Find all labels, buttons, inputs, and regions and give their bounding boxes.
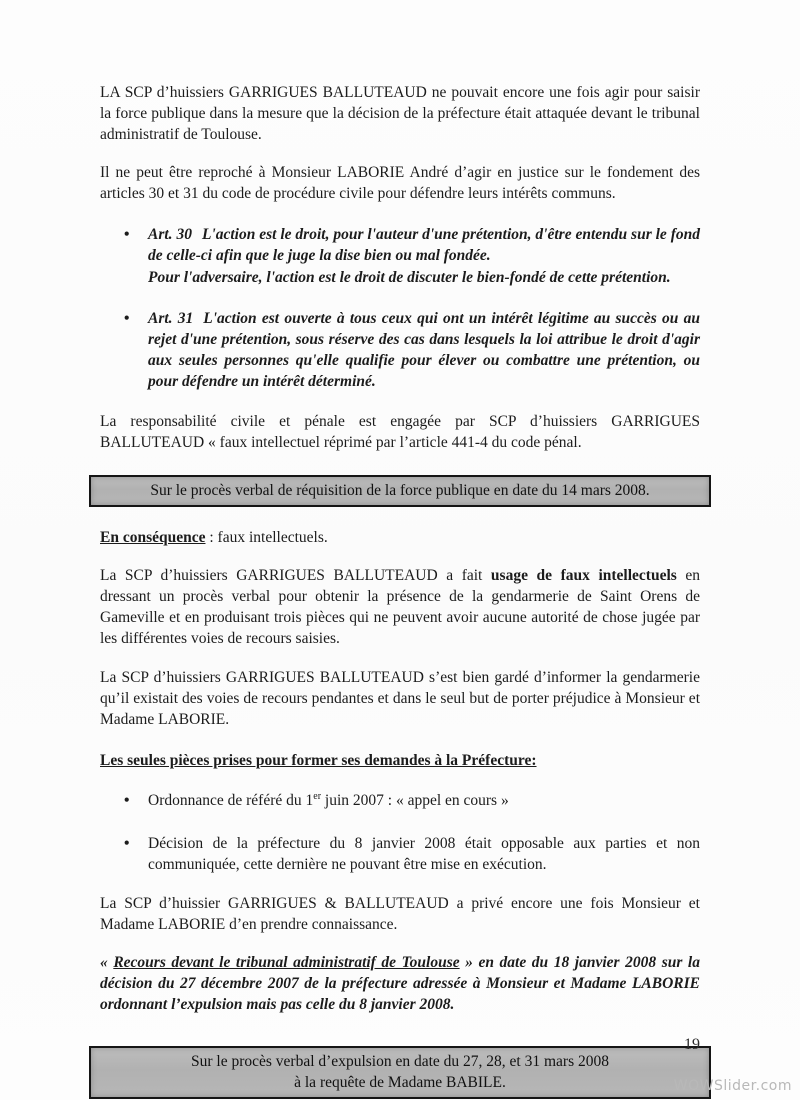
paragraph-text: La SCP d’huissier GARRIGUES & BALLUTEAUD a privé encore une fois Monsieur et Madame LABORIE d’en prendre connaissance. bbox=[100, 895, 700, 934]
bullet-icon: • bbox=[124, 791, 130, 809]
paragraph-scp-saisir bbox=[100, 82, 700, 145]
paragraph-text: Il ne peut être reproché à Monsieur LABORIE André d’agir en justice sur le fondement des articles 30 et 31 du code de procédure civile pour défendre leurs intérêts communs. bbox=[100, 164, 700, 203]
watermark: WOWSlider.com bbox=[673, 1078, 792, 1094]
page-number: 19 bbox=[684, 1036, 700, 1053]
paragraph-text: LA SCP d’huissiers GARRIGUES BALLUTEAUD ne pouvait encore une fois agir pour saisir la force publique dans la mesure que la décision de la préfecture était attaquée devant le tribunal administratif de Toulouse. bbox=[100, 84, 700, 144]
paragraph-text: La responsabilité civile et pénale est engagée par SCP d’huissiers GARRIGUES BALLUTEAUD « faux intellectuel réprimé par l’article 441-4 du code pénal. bbox=[100, 412, 700, 452]
heading-text: Les seules pièces prises pour former ses demandes à la Préfecture: bbox=[100, 751, 537, 769]
art-31-text: L'action est ouverte à tous ceux qui ont un intérêt légitime au succès ou au rejet d'une prétention, sous réserve des cas dans lesquels la loi attribue le droit d'agir aux seules personnes qu'elle qualifie pour élever ou combattre une prétention, ou pour défendre un intérêt déterminé. bbox=[148, 309, 700, 390]
bullet-art-31 bbox=[100, 308, 700, 392]
banner-text: Sur le procès verbal de réquisition de la force publique en date du 14 mars 2008. bbox=[150, 482, 650, 500]
decision-text: Décision de la préfecture du 8 janvier 2008 était opposable aux parties et non communiquée, cette dernière ne pouvant être mise en exécution. bbox=[148, 834, 700, 874]
recours-title: Recours devant le tribunal administratif de Toulouse bbox=[113, 954, 460, 972]
recours-close-quote: » bbox=[459, 954, 479, 972]
paragraph-responsabilite bbox=[100, 411, 700, 453]
consequence-label: En conséquence bbox=[100, 529, 206, 547]
art-30-text-2: Pour l'adversaire, l'action est le droit de discuter le bien-fondé de cette prétention. bbox=[148, 268, 671, 286]
art-31-label: Art. 31 bbox=[148, 309, 194, 327]
recours-text: en date du 18 janvier 2008 sur la décision du 27 décembre 2007 de la préfecture adressée à Monsieur et Madame LABORIE ordonnant l’expulsion mais pas celle du 8 janvier 2008. bbox=[100, 954, 700, 1014]
usage-faux-bold: usage de faux intellectuels bbox=[490, 567, 677, 585]
bullet-icon: • bbox=[124, 309, 130, 327]
paragraph-text: La SCP d’huissiers GARRIGUES BALLUTEAUD a fait bbox=[100, 567, 491, 585]
banner-text-line-2: à la requête de Madame BABILE. bbox=[294, 1073, 506, 1091]
pieces-bullet-list bbox=[100, 790, 700, 875]
banner-expulsion bbox=[89, 1046, 711, 1099]
articles-bullet-list bbox=[100, 224, 700, 392]
banner-text-line-1: Sur le procès verbal d’expulsion en date du 27, 28, et 31 mars 2008 bbox=[191, 1052, 609, 1070]
paragraph-reproche bbox=[100, 162, 700, 204]
paragraph-text: La SCP d’huissiers GARRIGUES BALLUTEAUD s’est bien gardé d’informer la gendarmerie qu’il existait des voies de recours pendantes et dans le seul but de porter préjudice à Monsieur et Madame LABORIE. bbox=[100, 668, 700, 728]
paragraph-prive bbox=[100, 893, 700, 935]
ordonnance-text: Ordonnance de référé du 1 bbox=[148, 791, 314, 809]
bullet-icon: • bbox=[124, 226, 130, 244]
paragraph-recours bbox=[100, 952, 700, 1015]
consequence-text: : faux intellectuels. bbox=[205, 529, 328, 547]
paragraph-gendarmerie bbox=[100, 667, 700, 730]
document-content bbox=[100, 82, 700, 1100]
heading-pieces bbox=[100, 750, 700, 771]
bullet-art-30 bbox=[100, 224, 700, 287]
bullet-decision bbox=[100, 833, 700, 875]
bullet-ordonnance bbox=[100, 790, 700, 811]
paragraph-text: en dressant un procès verbal pour obtenir la présence de la gendarmerie de Saint Orens de Gameville et en produisant trois pièces qui ne peuvent avoir aucune autorité de chose jugée par les différentes voies de recours saisies. bbox=[100, 567, 700, 648]
bullet-icon: • bbox=[124, 834, 130, 852]
recours-open-quote: « bbox=[100, 954, 114, 972]
art-30-label: Art. 30 bbox=[148, 226, 192, 244]
banner-requisition bbox=[89, 475, 711, 507]
ordonnance-text-suite: juin 2007 : « appel en cours » bbox=[321, 791, 509, 809]
art-30-text: L'action est le droit, pour l'auteur d'une prétention, d'être entendu sur le fond de celle-ci afin que le juge la dise bien ou mal fondée. bbox=[148, 226, 700, 265]
paragraph-usage-faux bbox=[100, 565, 700, 649]
ordinal-superscript: er bbox=[313, 790, 322, 802]
paragraph-consequence bbox=[100, 527, 700, 548]
